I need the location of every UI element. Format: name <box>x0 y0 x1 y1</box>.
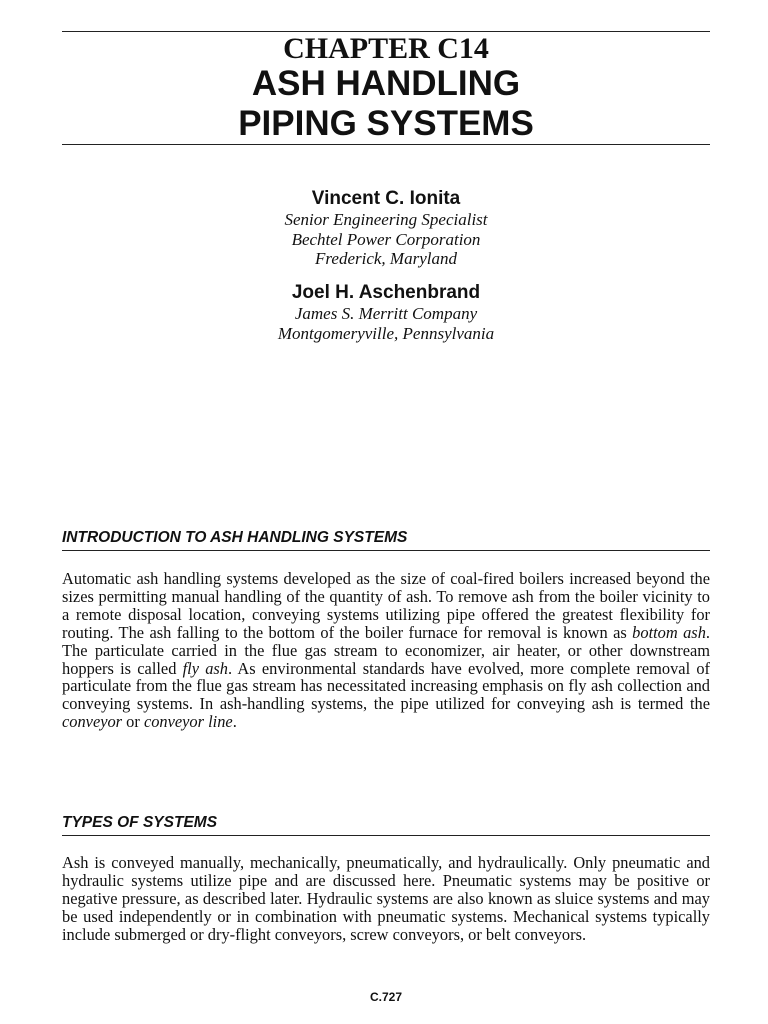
title-bottom-rule <box>62 144 710 145</box>
author-name: Joel H. Aschenbrand <box>291 282 481 303</box>
chapter-title-line: ASH HANDLING <box>251 64 521 103</box>
author-affiliation-line: Senior Engineering Specialist <box>284 210 488 229</box>
section-heading: TYPES OF SYSTEMS <box>62 814 218 831</box>
author-name: Vincent C. Ionita <box>311 188 461 209</box>
section-paragraph <box>62 570 710 731</box>
italic-term: bottom ash <box>632 622 706 642</box>
page-number: C.727 <box>369 990 403 1004</box>
italic-term: fly ash <box>182 658 228 678</box>
author-block <box>62 282 710 343</box>
author-affiliation-line: Bechtel Power Corporation <box>291 229 481 249</box>
section-heading-rule <box>62 550 710 551</box>
italic-term: conveyor line <box>143 712 233 732</box>
paragraph-text: Automatic ash handling systems developed as the size of coal-fired boilers increased beyond the sizes permitting manual handling of the quantity of ash. To remove ash from the boiler vicinity to a remote disposal location, conveying systems utilizing pipe offered the greatest flexibility for routing. The ash falling to the bottom of the boiler furnace for removal is known as <box>62 569 710 642</box>
author-affiliation-line: Frederick, Maryland <box>315 249 457 268</box>
chapter-title <box>62 64 710 144</box>
paragraph-text: . The particulate carried in the flue gas stream to economizer, air heater, or other downstream hoppers is called <box>62 622 710 678</box>
paragraph-text: . <box>232 712 237 732</box>
section-paragraph <box>62 854 710 944</box>
paragraph-text: Ash is conveyed manually, mechanically, pneumatically, and hydraulically. Only pneumatic and hydraulic systems utilize pipe and are discussed here. Pneumatic systems may be positive or negative pressure, as described later. Hydraulic systems are also known as sluice systems and may be used independently or in combination with pneumatic systems. Mechanical systems typically include submerged or dry-flight conveyors, screw conveyors, or belt conveyors. <box>62 853 710 944</box>
author-block <box>62 188 710 269</box>
section-heading: INTRODUCTION TO ASH HANDLING SYSTEMS <box>62 529 408 546</box>
section-heading-rule <box>62 835 710 836</box>
author-affiliation-line: James S. Merritt Company <box>294 304 478 323</box>
italic-term: conveyor <box>62 712 123 732</box>
chapter-label: CHAPTER C14 <box>283 32 489 65</box>
paragraph-text: or <box>122 712 144 732</box>
document-page <box>62 0 710 1024</box>
author-affiliation-line: Montgomeryville, Pennsylvania <box>277 323 495 343</box>
chapter-title-line: PIPING SYSTEMS <box>238 104 534 143</box>
paragraph-text: . As environmental standards have evolved, more complete removal of particulate from the flue gas stream has necessitated increasing emphasis on fly ash collection and conveying systems. In ash-handling systems, the pipe utilized for conveying ash is termed the <box>62 658 710 714</box>
